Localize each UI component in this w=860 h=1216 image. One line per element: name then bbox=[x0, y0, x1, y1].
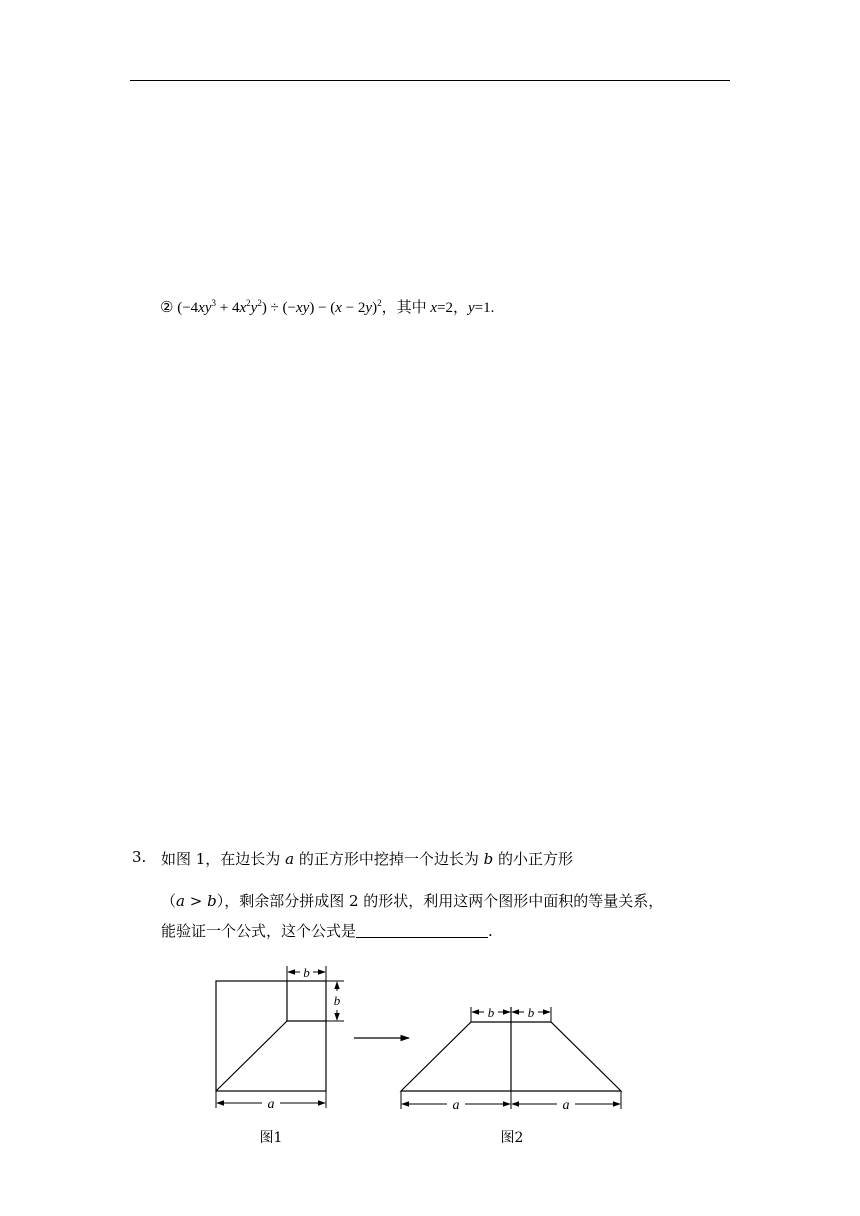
y-value: =1. bbox=[474, 300, 495, 316]
header-rule bbox=[130, 80, 730, 81]
x-variable: x bbox=[430, 300, 438, 316]
text: > bbox=[184, 892, 208, 910]
problem-2-sub-2 bbox=[160, 296, 494, 317]
fig1-label-a: a bbox=[267, 1097, 275, 1112]
fig2-label-b-left: b bbox=[487, 1005, 495, 1020]
var-b: b bbox=[207, 892, 217, 910]
fig1-label-b-side: b bbox=[333, 993, 341, 1008]
problem-3-line-1 bbox=[161, 848, 573, 869]
text: 的小正方形 bbox=[493, 850, 573, 868]
expr-part: ) − ( bbox=[309, 300, 336, 316]
text: . bbox=[488, 922, 493, 940]
expr-part: 3 bbox=[211, 298, 216, 308]
cut-diagonal bbox=[216, 1021, 287, 1091]
var-b: b bbox=[483, 850, 494, 868]
fig2-caption: 图2 bbox=[500, 1130, 524, 1146]
circled-number-2: ② bbox=[160, 300, 174, 316]
expr-part: y bbox=[365, 300, 373, 316]
text: 的正方形中挖掉一个边长为 bbox=[294, 850, 484, 868]
figure-1 bbox=[216, 966, 344, 1108]
expr-part: 2 bbox=[246, 298, 251, 308]
y-variable: y bbox=[468, 300, 475, 316]
condition-prefix: ，其中 bbox=[381, 300, 431, 316]
fig2-label-a-right: a bbox=[562, 1098, 570, 1113]
x-value: =2， bbox=[437, 300, 468, 316]
text: 如图 1，在边长为 bbox=[161, 850, 286, 868]
var-a: a bbox=[285, 850, 295, 868]
fig1-label-b-top: b bbox=[303, 965, 310, 980]
fig1-caption: 图1 bbox=[259, 1130, 283, 1146]
expr-part: 2 bbox=[257, 298, 262, 308]
expr-part: x bbox=[335, 300, 342, 316]
fig2-label-a-left: a bbox=[452, 1098, 460, 1113]
expr-part: + 4 bbox=[216, 300, 240, 316]
text: 能验证一个公式，这个公式是 bbox=[161, 922, 357, 940]
cutout-square bbox=[287, 981, 326, 1021]
problem-number: 3. bbox=[132, 848, 147, 866]
text: ），剩余部分拼成图 2 的形状，利用这两个图形中面积的等量关系， bbox=[216, 892, 664, 910]
problem-3-line-2 bbox=[161, 890, 663, 911]
fig2-label-b-right: b bbox=[527, 1005, 535, 1020]
text: （ bbox=[161, 892, 177, 910]
problem-3-line-3 bbox=[161, 920, 493, 941]
expr-part: ) ÷ (− bbox=[261, 300, 296, 316]
expr-part: ) bbox=[372, 300, 378, 316]
square-outline bbox=[216, 981, 326, 1091]
figure-2 bbox=[401, 1007, 621, 1109]
expr-part: xy bbox=[198, 300, 212, 316]
expr-part: y bbox=[250, 300, 258, 316]
answer-blank[interactable] bbox=[356, 923, 488, 938]
expression bbox=[177, 300, 381, 316]
expr-part: (−4 bbox=[177, 300, 199, 316]
expr-part: 2 bbox=[377, 298, 382, 308]
trapezoid-outline bbox=[401, 1022, 621, 1091]
expr-part: xy bbox=[296, 300, 310, 316]
var-a: a bbox=[176, 892, 185, 910]
expr-part: x bbox=[239, 300, 247, 316]
expr-part: − 2 bbox=[341, 300, 366, 316]
